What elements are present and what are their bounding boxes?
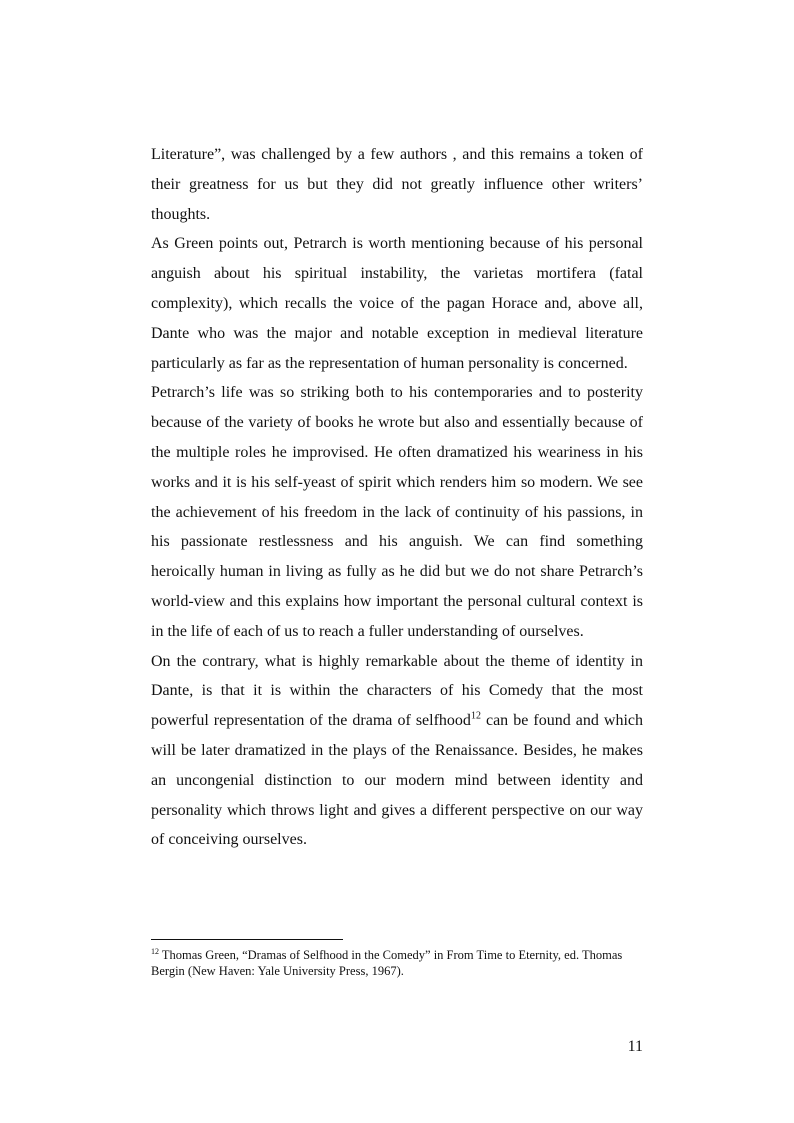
paragraph-1: Literature”, was challenged by a few authors , and this remains a token of their greatness for us but they did not greatly influence other writers’ thoughts. bbox=[151, 146, 643, 223]
paragraph-4 bbox=[151, 647, 643, 856]
paragraph-2: As Green points out, Petrarch is worth mentioning because of his personal anguish about his spiritual instability, the varietas mortifera (fatal complexity), which recalls the voice of the pagan Horace and, above all, Dante who was the major and notable exception in medieval literature particularly as far as the representation of human personality is concerned. bbox=[151, 235, 643, 372]
footnote-text: Thomas Green, “Dramas of Selfhood in the Comedy” in From Time to Eternity, ed. Thomas Bergin (New Haven: Yale University Press, 1967). bbox=[151, 948, 623, 978]
footnote-reference[interactable]: 12 bbox=[470, 710, 481, 722]
footnote bbox=[151, 948, 643, 979]
paragraph-4-text-after-ref: can be found and which will be later dramatized in the plays of the Renaissance. Besides, he makes an uncongenial distinction to our modern mind between identity and personality which throws light and gives a different perspective on our way of conceiving ourselves. bbox=[151, 712, 643, 849]
footnote-divider bbox=[151, 939, 343, 940]
footnote-number: 12 bbox=[151, 946, 159, 956]
paragraph-3: Petrarch’s life was so striking both to his contemporaries and to posterity because of the variety of books he wrote but also and essentially because of the multiple roles he improvised. He often dramatized his weariness in his works and it is his self-yeast of spirit which renders him so modern. We see the achievement of his freedom in the lack of continuity of his passions, in his passionate restlessness and his anguish. We can find something heroically human in living as fully as he did but we do not share Petrarch’s world-view and this explains how important the personal cultural context is in the life of each of us to reach a fuller understanding of ourselves. bbox=[151, 384, 643, 640]
paragraph-4-text-before-ref: On the contrary, what is highly remarkable about the theme of identity in Dante, is that it is within the characters of his Comedy that the most powerful representation of the drama of selfhood bbox=[151, 652, 643, 730]
page-number: 11 bbox=[627, 1038, 643, 1055]
body-text bbox=[151, 140, 643, 855]
